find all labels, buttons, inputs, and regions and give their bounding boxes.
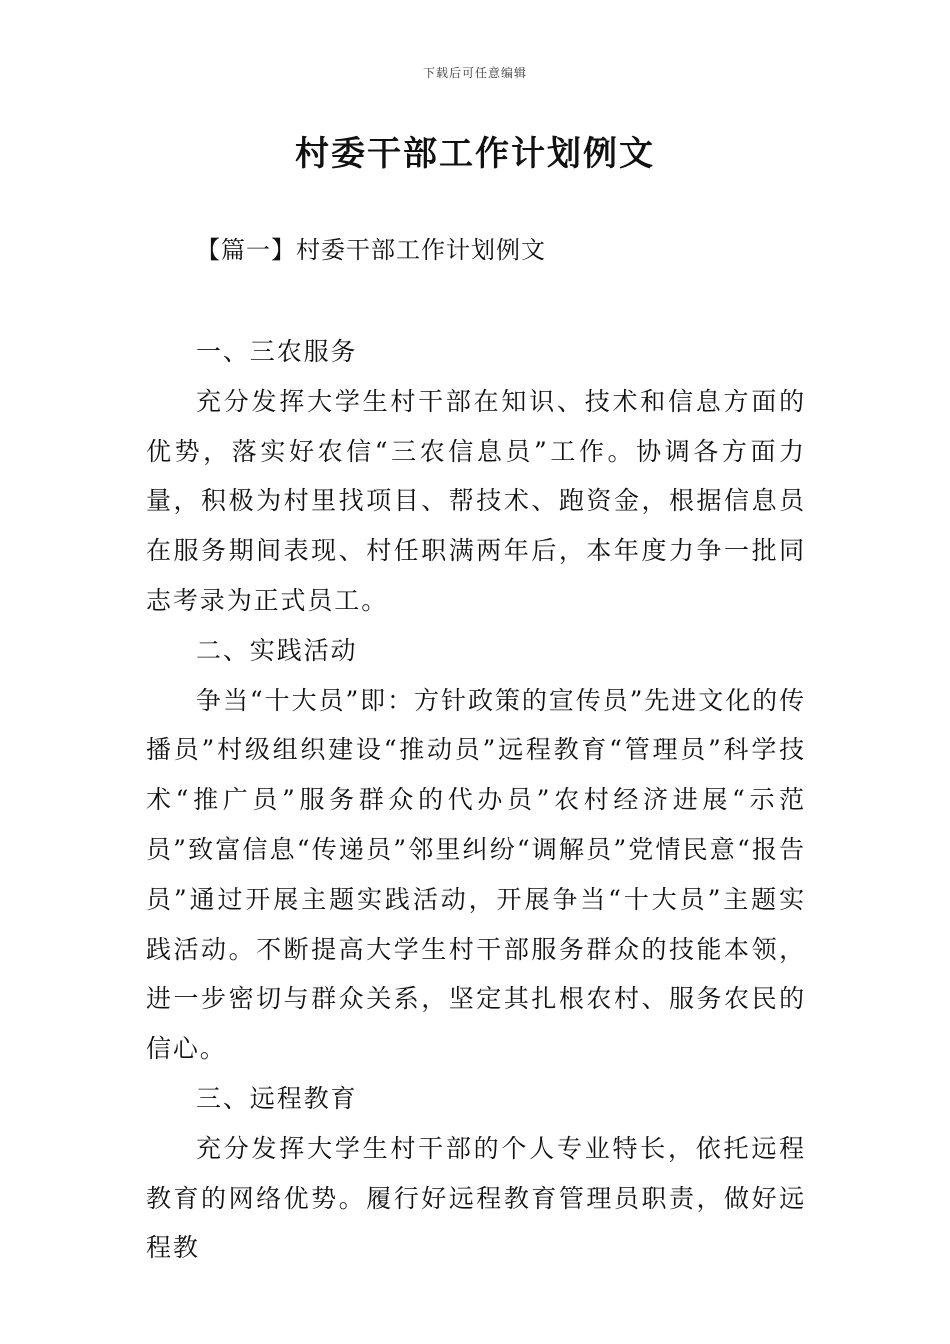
paragraph-sannong-service: 充分发挥大学生村干部在知识、技术和信息方面的优势，落实好农信“三农信息员”工作。协调各方面力量，积极为村里找项目、帮技术、跑资金，根据信息员在服务期间表现、村任职满两年后，本年度力争一批同志考录为正式员工。 xyxy=(146,386,806,615)
document-title: 村委干部工作计划例文 xyxy=(295,134,655,174)
section-heading: 【篇一】村委干部工作计划例文 xyxy=(196,236,546,264)
paragraph-practice-activities: 争当“十大员”即：方针政策的宣传员”先进文化的传播员”村级组织建设“推动员”远程教育“管理员”科学技术“推广员”服务群众的代办员”农村经济进展“示范员”致富信息“传递员”邻里纠纷“调解员”党情民意“报告员”通过开展主题实践活动，开展争当“十大员”主题实践活动。不断提高大学生村干部服务群众的技能本领，进一步密切与群众关系，坚定其扎根农村、服务农民的信心。 xyxy=(146,685,806,1064)
heading-practice-activities: 二、实践活动 xyxy=(196,635,358,665)
heading-sannong-service: 一、三农服务 xyxy=(196,337,358,366)
paragraph-remote-education: 充分发挥大学生村干部的个人专业特长，依托远程教育的网络优势。履行好远程教育管理员职责，做好远程教 xyxy=(146,1133,806,1263)
header-note: 下载后可任意编辑 xyxy=(422,66,527,80)
document-body xyxy=(146,327,806,1273)
heading-remote-education: 三、远程教育 xyxy=(196,1083,358,1113)
